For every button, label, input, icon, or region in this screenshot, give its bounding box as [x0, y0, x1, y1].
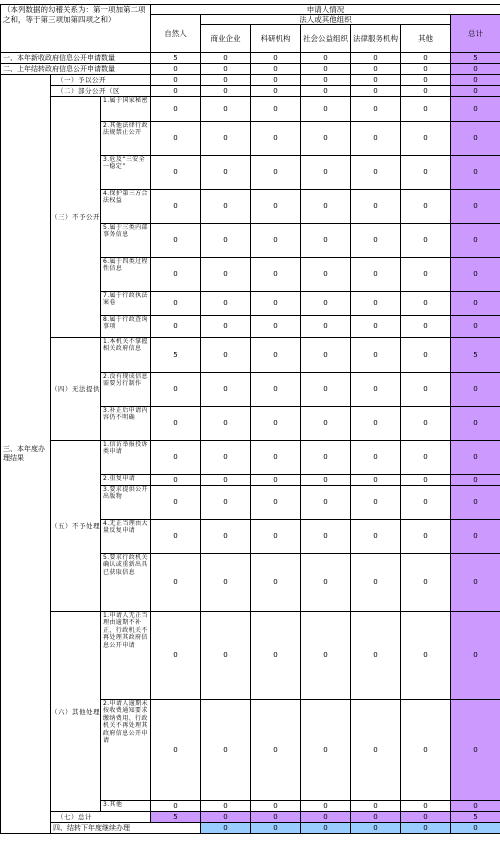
- cell: 0: [201, 812, 251, 823]
- cell: 0: [151, 554, 201, 612]
- cell: 0: [301, 612, 351, 700]
- item-label: 5.属于三类内部事务信息: [101, 224, 151, 258]
- cell-total: 0: [451, 224, 500, 258]
- table-row: [1, 612, 500, 700]
- cell: 0: [351, 316, 401, 338]
- cell-total: 0: [451, 554, 500, 612]
- item-label: 2.没有现成信息需要另行制作: [101, 373, 151, 407]
- cell: 0: [401, 224, 451, 258]
- cell: 0: [251, 190, 301, 224]
- header-social: 社会公益组织: [301, 25, 351, 53]
- cell: 0: [301, 801, 351, 812]
- cell: 0: [151, 156, 201, 190]
- cell: 0: [301, 122, 351, 156]
- cell: 0: [201, 64, 251, 75]
- cell: 0: [351, 64, 401, 75]
- cell: 0: [401, 122, 451, 156]
- cell: 0: [351, 292, 401, 316]
- cell-total: 0: [451, 190, 500, 224]
- cell: 0: [201, 612, 251, 700]
- cell: 0: [151, 520, 201, 554]
- cell: 0: [351, 475, 401, 486]
- group-label: （五）不予处理: [51, 441, 101, 612]
- cell: 5: [151, 812, 201, 823]
- cell-total: 0: [451, 258, 500, 292]
- section-three-label: 三、本年度办理结果: [1, 75, 51, 834]
- cell-total: 0: [451, 486, 500, 520]
- cell-total: 0: [451, 97, 500, 122]
- item-label: 5.要求行政机关确认或重新出具已获取信息: [101, 554, 151, 612]
- cell: 0: [251, 338, 301, 373]
- cell: 0: [201, 700, 251, 801]
- cell: 0: [201, 520, 251, 554]
- cell: 0: [151, 86, 201, 97]
- cell: 0: [151, 486, 201, 520]
- cell-total: 0: [451, 475, 500, 486]
- cell: 0: [251, 520, 301, 554]
- cell-total: 0: [451, 122, 500, 156]
- cell: 0: [351, 53, 401, 64]
- cell: 0: [351, 122, 401, 156]
- cell: 0: [401, 156, 451, 190]
- cell: 0: [301, 97, 351, 122]
- cell-total: 0: [451, 373, 500, 407]
- cell: 0: [251, 823, 301, 834]
- cell: 0: [251, 700, 301, 801]
- cell: 0: [401, 441, 451, 475]
- item-label: 1.本机关不掌握相关政府信息: [101, 338, 151, 373]
- cell: 0: [151, 190, 201, 224]
- cell: 0: [201, 224, 251, 258]
- cell: 0: [401, 316, 451, 338]
- cell-total: 5: [451, 812, 500, 823]
- cell: 0: [201, 53, 251, 64]
- header-enterprise: 商业企业: [201, 25, 251, 53]
- table-row: [1, 338, 500, 373]
- cell: 0: [401, 475, 451, 486]
- cell: 0: [151, 224, 201, 258]
- cell: 0: [251, 407, 301, 441]
- cell: 0: [151, 316, 201, 338]
- cell: 0: [401, 53, 451, 64]
- cell: 0: [301, 520, 351, 554]
- group-label: （一）予以公开: [51, 75, 151, 86]
- cell: 0: [151, 700, 201, 801]
- cell: 0: [151, 292, 201, 316]
- table-row: [1, 812, 500, 823]
- cell: 0: [301, 441, 351, 475]
- cell: 0: [151, 75, 201, 86]
- cell: 0: [201, 475, 251, 486]
- cell: 0: [301, 75, 351, 86]
- cell: 0: [301, 292, 351, 316]
- cell-total: 0: [451, 520, 500, 554]
- cell: 0: [351, 97, 401, 122]
- cell: 0: [251, 258, 301, 292]
- cell: 0: [201, 316, 251, 338]
- item-label: 2.申请人逾期未按收费通知要求缴纳费用、行政机关不再处理其政府信息公开申请: [101, 700, 151, 801]
- cell: 0: [251, 64, 301, 75]
- cell: 0: [401, 338, 451, 373]
- cell: 0: [401, 612, 451, 700]
- item-label: 4.保护第三方合法权益: [101, 190, 151, 224]
- cell-total: 5: [451, 338, 500, 373]
- cell: 0: [201, 122, 251, 156]
- table-row: [1, 64, 500, 75]
- item-label: 7.属于行政执法案卷: [101, 292, 151, 316]
- cell-total: 0: [451, 86, 500, 97]
- cell: 0: [401, 823, 451, 834]
- table-row: [1, 86, 500, 97]
- cell: 0: [251, 75, 301, 86]
- cell: 0: [201, 97, 251, 122]
- cell: 0: [201, 554, 251, 612]
- cell: 5: [151, 53, 201, 64]
- cell: 0: [251, 812, 301, 823]
- cell: 0: [151, 475, 201, 486]
- cell: 0: [251, 97, 301, 122]
- cell: 0: [301, 224, 351, 258]
- item-label: 3.补正后申请内容仍不明确: [101, 407, 151, 441]
- cell: 0: [251, 292, 301, 316]
- cell: 0: [301, 156, 351, 190]
- cell: 0: [151, 407, 201, 441]
- header-applicant: 申请人情况: [151, 5, 500, 15]
- header-natural: 自然人: [151, 15, 201, 53]
- cell: 0: [251, 53, 301, 64]
- header-legal-service: 法律服务机构: [351, 25, 401, 53]
- item-label: 3.其他: [101, 801, 151, 812]
- cell-total: 0: [451, 700, 500, 801]
- item-label: 2.重复申请: [101, 475, 151, 486]
- header-other: 其他: [401, 25, 451, 53]
- cell: 0: [301, 475, 351, 486]
- cell: 0: [351, 441, 401, 475]
- cell: 0: [301, 316, 351, 338]
- cell: 0: [301, 53, 351, 64]
- cell: 0: [201, 407, 251, 441]
- cell: 0: [151, 373, 201, 407]
- cell: 0: [251, 224, 301, 258]
- cell: 0: [351, 554, 401, 612]
- cell: 0: [251, 441, 301, 475]
- cell: 0: [351, 801, 401, 812]
- cell: 0: [251, 156, 301, 190]
- cell: 0: [151, 258, 201, 292]
- cell-total: 0: [451, 75, 500, 86]
- cell: 0: [201, 292, 251, 316]
- cell: 0: [301, 373, 351, 407]
- cell: 0: [301, 338, 351, 373]
- cell: 0: [251, 486, 301, 520]
- cell-total: 0: [451, 407, 500, 441]
- cell: 0: [151, 441, 201, 475]
- cell-total: 0: [451, 801, 500, 812]
- item-label: 2.其他法律行政法规禁止公开: [101, 122, 151, 156]
- cell: 0: [151, 97, 201, 122]
- cell: 0: [301, 823, 351, 834]
- table-row: [1, 53, 500, 64]
- header-legal-group: 法人或其他组织: [201, 15, 451, 25]
- cell: 0: [351, 258, 401, 292]
- cell: 0: [401, 258, 451, 292]
- cell: 0: [351, 75, 401, 86]
- cell: 0: [351, 486, 401, 520]
- row-label: 四、结转下年度继续办理: [51, 823, 201, 834]
- cell: 0: [151, 122, 201, 156]
- cell: 0: [351, 224, 401, 258]
- cell: 0: [351, 190, 401, 224]
- cell: 0: [251, 122, 301, 156]
- cell: 0: [351, 373, 401, 407]
- cell: 0: [251, 554, 301, 612]
- cell: 0: [401, 486, 451, 520]
- cell: 0: [251, 612, 301, 700]
- cell: 0: [201, 373, 251, 407]
- group-label: （二）部分公开（区: [51, 86, 151, 97]
- cell: 0: [251, 801, 301, 812]
- cell: 0: [351, 407, 401, 441]
- cell: 0: [451, 823, 500, 834]
- cell-total: 0: [451, 292, 500, 316]
- cell: 0: [301, 258, 351, 292]
- header-note: （本列数据的勾稽关系为：第一项加第二项之和，等于第三项加第四项之和）: [1, 5, 151, 53]
- table-row: [1, 823, 500, 834]
- cell: 0: [201, 801, 251, 812]
- header-research: 科研机构: [251, 25, 301, 53]
- header-total: 总计: [451, 15, 500, 53]
- cell: 0: [251, 475, 301, 486]
- cell: 0: [401, 97, 451, 122]
- item-label: 1.申请人无正当理由逾期不补正、行政机关不再处理其政府信息公开申请: [101, 612, 151, 700]
- cell: 0: [301, 64, 351, 75]
- cell-total: 0: [451, 64, 500, 75]
- cell: 0: [401, 801, 451, 812]
- item-label: 4.无正当理由大量反复申请: [101, 520, 151, 554]
- table-row: [1, 441, 500, 475]
- cell: 0: [201, 86, 251, 97]
- cell: 0: [301, 486, 351, 520]
- cell: 0: [151, 64, 201, 75]
- table-row: [1, 75, 500, 86]
- item-label: 8.属于行政查询事项: [101, 316, 151, 338]
- cell: 0: [201, 258, 251, 292]
- cell: 0: [351, 86, 401, 97]
- cell: 0: [351, 156, 401, 190]
- cell: 0: [401, 407, 451, 441]
- cell: 0: [301, 554, 351, 612]
- item-label: 1.属于国家秘密: [101, 97, 151, 122]
- cell-total: 0: [451, 156, 500, 190]
- cell: 0: [351, 612, 401, 700]
- cell: 0: [401, 373, 451, 407]
- cell: 0: [301, 812, 351, 823]
- cell: 0: [401, 700, 451, 801]
- cell: 0: [151, 612, 201, 700]
- item-label: 3.要求提供公开出版物: [101, 486, 151, 520]
- cell: 0: [201, 75, 251, 86]
- cell-total: 0: [451, 612, 500, 700]
- group-label: （七）总计: [51, 812, 151, 823]
- cell: 0: [401, 64, 451, 75]
- cell: 0: [401, 86, 451, 97]
- cell-total: 5: [451, 53, 500, 64]
- item-label: 6.属于四类过程性信息: [101, 258, 151, 292]
- cell: 0: [251, 373, 301, 407]
- cell: 0: [201, 190, 251, 224]
- cell: 0: [201, 156, 251, 190]
- row-label: 二、上年结转政府信息公开申请数量: [1, 64, 151, 75]
- table-row: [1, 97, 500, 122]
- cell-total: 0: [451, 316, 500, 338]
- cell: 0: [201, 441, 251, 475]
- cell: 0: [401, 292, 451, 316]
- cell: 0: [351, 338, 401, 373]
- cell: 0: [301, 86, 351, 97]
- cell: 0: [201, 486, 251, 520]
- disclosure-table: [0, 4, 500, 834]
- cell: 0: [401, 554, 451, 612]
- cell: 0: [401, 812, 451, 823]
- cell-total: 0: [451, 441, 500, 475]
- group-label: （四）无法提供: [51, 338, 101, 441]
- cell: 0: [201, 823, 251, 834]
- row-label: 一、本年新收政府信息公开申请数量: [1, 53, 151, 64]
- item-label: 3.危及“三安全一稳定”: [101, 156, 151, 190]
- cell: 0: [351, 823, 401, 834]
- group-label: （六）其他处理: [51, 612, 101, 812]
- cell: 0: [401, 190, 451, 224]
- cell: 0: [401, 75, 451, 86]
- cell: 0: [301, 190, 351, 224]
- item-label: 1.信访举报投诉类申请: [101, 441, 151, 475]
- cell: 0: [301, 700, 351, 801]
- cell: 5: [151, 338, 201, 373]
- cell: 0: [301, 407, 351, 441]
- cell: 0: [251, 86, 301, 97]
- cell: 0: [401, 520, 451, 554]
- cell: 0: [351, 700, 401, 801]
- cell: 0: [251, 316, 301, 338]
- cell: 0: [351, 520, 401, 554]
- cell: 0: [351, 812, 401, 823]
- cell: 0: [151, 801, 201, 812]
- group-label: （三）不予公开: [51, 97, 101, 338]
- cell: 0: [201, 338, 251, 373]
